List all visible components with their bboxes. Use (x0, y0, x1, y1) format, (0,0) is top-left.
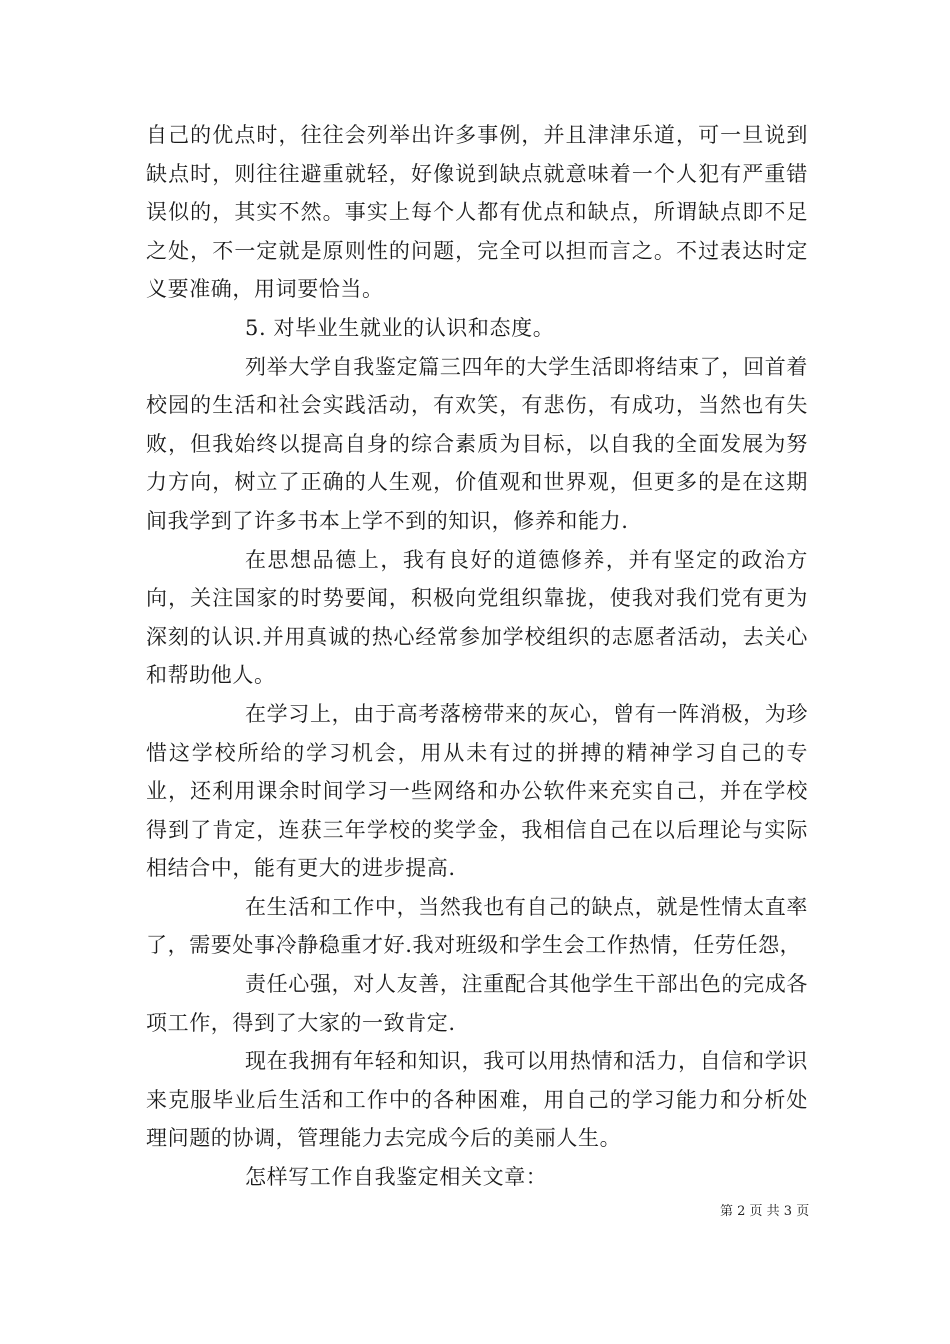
paragraph-study: 在学习上，由于高考落榜带来的灰心，曾有一阵消极，为珍惜这学校所给的学习机会，用从未有过的拼搏的精神学习自己的专业，还利用课余时间学习一些网络和办公软件来充实自己，并在学校得到了肯定，连获三年学校的奖学金，我相信自己在以后理论与实际相结合中，能有更大的进步提高. (146, 701, 808, 881)
page-number-footer: 第 2 页 共 3 页 (720, 1204, 810, 1219)
paragraph-related-articles: 怎样写工作自我鉴定相关文章： (245, 1165, 548, 1190)
paragraph-life-work: 在生活和工作中，当然我也有自己的缺点，就是性情太直率了，需要处事冷静稳重才好.我对班级和学生会工作热情，任劳任怨， (146, 894, 808, 958)
paragraph-responsibility: 责任心强，对人友善，注重配合其他学生干部出色的完成各项工作，得到了大家的一致肯定. (146, 972, 808, 1035)
paragraph-employment-heading: 5. 对毕业生就业的认识和态度。 (245, 315, 555, 340)
paragraph-future: 现在我拥有年轻和知识，我可以用热情和活力，自信和学识来克服毕业后生活和工作中的各种困难，用自己的学习能力和分析处理问题的协调，管理能力去完成今后的美丽人生。 (146, 1049, 808, 1151)
paragraph-continuation: 自己的优点时，往往会列举出许多事例，并且津津乐道，可一旦说到缺点时，则往往避重就轻，好像说到缺点就意味着一个人犯有严重错误似的，其实不然。事实上每个人都有优点和缺点，所谓缺点即不足之处，不一定就是原则性的问题，完全可以担而言之。不过表达时定义要准确，用词要恰当。 (146, 123, 808, 302)
paragraph-morality: 在思想品德上，我有良好的道德修养，并有坚定的政治方向，关注国家的时势要闻，积极向党组织靠拢，使我对我们党有更为深刻的认识.并用真诚的热心经常参加学校组织的志愿者活动，去关心和帮助他人。 (146, 547, 808, 688)
paragraph-intro: 列举大学自我鉴定篇三四年的大学生活即将结束了，回首着校园的生活和社会实践活动，有欢笑，有悲伤，有成功，当然也有失败，但我始终以提高自身的综合素质为目标，以自我的全面发展为努力方向，树立了正确的人生观，价值观和世界观，但更多的是在这期间我学到了许多书本上学不到的知识，修养和能力. (146, 354, 808, 533)
document-body (146, 116, 808, 1197)
